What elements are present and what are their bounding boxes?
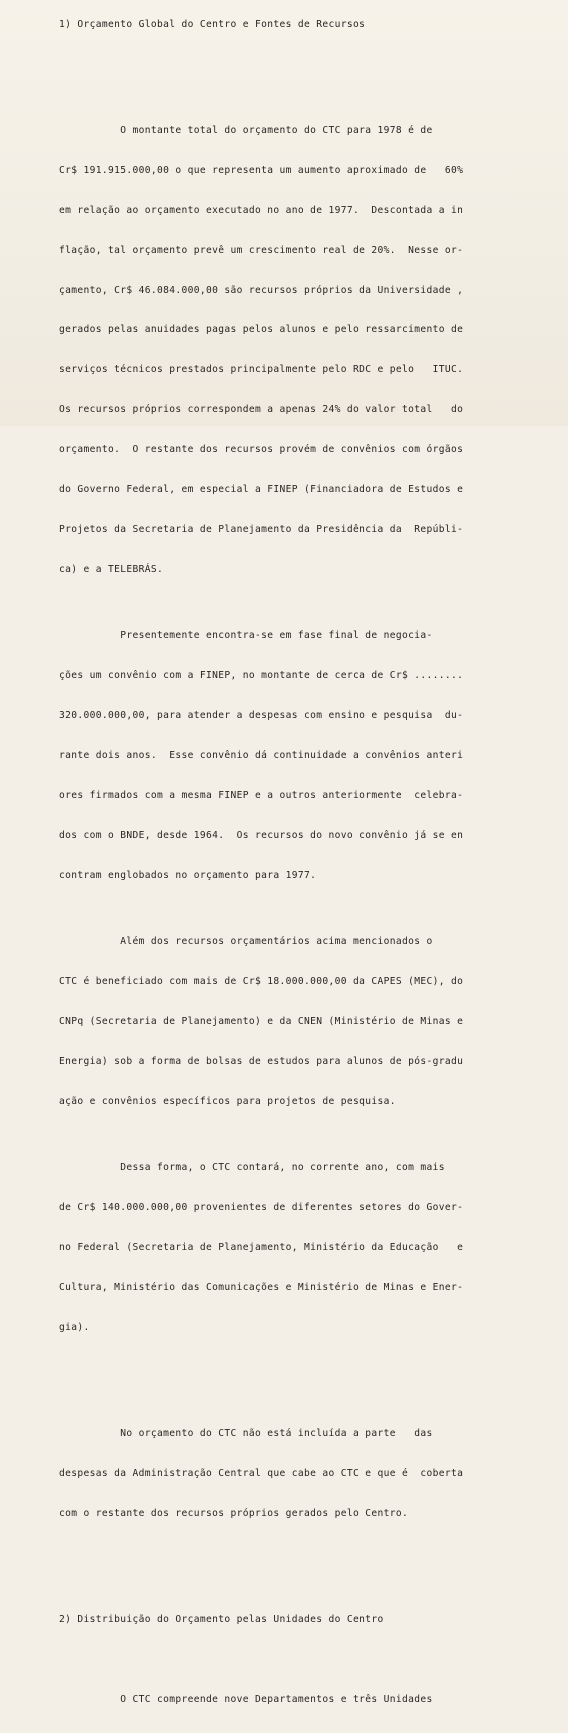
paragraph-line: flação, tal orçamento prevê um crescimento real de 20%. Nesse or- (59, 244, 464, 256)
paragraph-line: gia). (59, 1321, 90, 1333)
paragraph-line: com o restante dos recursos próprios gerados pelo Centro. (59, 1507, 409, 1519)
paragraph-line: ores firmados com a mesma FINEP e a outros anteriormente celebra- (59, 789, 464, 801)
paragraph-line: Cr$ 191.915.000,00 o que representa um aumento aproximado de 60% (59, 164, 464, 176)
blank-line (59, 1547, 529, 1560)
paragraph-line: Dessa forma, o CTC contará, no corrente ano, com mais (59, 1162, 445, 1174)
paragraph-line: contram englobados no orçamento para 1977. (59, 869, 317, 881)
paragraph-line: CTC é beneficiado com mais de Cr$ 18.000.000,00 da CAPES (MEC), do (59, 975, 464, 987)
paragraph-line: de Cr$ 140.000.000,00 provenientes de diferentes setores do Gover- (59, 1202, 464, 1214)
paragraph-line: ções um convênio com a FINEP, no montante de cerca de Cr$ ........ (59, 670, 464, 682)
paragraph-line: dos com o BNDE, desde 1964. Os recursos do novo convênio já se en (59, 829, 464, 841)
paragraph-line: O montante total do orçamento do CTC para 1978 é de (59, 124, 433, 136)
paragraph-line: Além dos recursos orçamentários acima mencionados o (59, 936, 433, 948)
section-2-heading: 2) Distribuição do Orçamento pelas Unidades do Centro (59, 1614, 384, 1626)
paragraph-line: em relação ao orçamento executado no ano de 1977. Descontada a in (59, 204, 464, 216)
paragraph-line: Cultura, Ministério das Comunicações e Ministério de Minas e Ener- (59, 1281, 464, 1293)
section-1-heading: 1) Orçamento Global do Centro e Fontes de Recursos (59, 18, 366, 30)
blank-line (59, 1653, 529, 1666)
paragraph-line: CNPq (Secretaria de Planejamento) e da CNEN (Ministério de Minas e (59, 1015, 464, 1027)
paragraph-line: do Governo Federal, em especial a FINEP (Financiadora de Estudos e (59, 483, 464, 495)
paragraph-line: orçamento. O restante dos recursos provém de convênios com órgãos (59, 444, 464, 456)
paragraph-line: serviços técnicos prestados principalmente pelo RDC e pelo ITUC. (59, 364, 464, 376)
paragraph-line: Os recursos próprios correspondem a apenas 24% do valor total do (59, 404, 464, 416)
blank-line (59, 57, 529, 70)
paragraph-line: Presentemente encontra-se em fase final de negocia- (59, 630, 433, 642)
blank-line (59, 1361, 529, 1374)
paragraph-line: Energia) sob a forma de bolsas de estudos para alunos de pós-gradu (59, 1055, 464, 1067)
paragraph-line: No orçamento do CTC não está incluída a parte das (59, 1428, 433, 1440)
paragraph-line: gerados pelas anuidades pagas pelos alunos e pelo ressarcimento de (59, 324, 464, 336)
paragraph-line: ca) e a TELEBRÁS. (59, 563, 164, 575)
paragraph-line: despesas da Administração Central que cabe ao CTC e que é coberta (59, 1467, 464, 1479)
paragraph-line: çamento, Cr$ 46.084.000,00 são recursos próprios da Universidade , (59, 284, 464, 296)
paragraph-line: no Federal (Secretaria de Planejamento, Ministério da Educação e (59, 1241, 464, 1253)
paragraph-line: ação e convênios específicos para projetos de pesquisa. (59, 1095, 396, 1107)
paragraph-line: rante dois anos. Esse convênio dá continuidade a convênios anteri (59, 749, 464, 761)
typed-document (59, 0, 529, 1733)
paragraph-line: O CTC compreende nove Departamentos e três Unidades (59, 1694, 433, 1705)
paragraph-line: Projetos da Secretaria de Planejamento da Presidência da Repúbli- (59, 523, 464, 535)
paragraph-line: 320.000.000,00, para atender a despesas com ensino e pesquisa du- (59, 710, 464, 722)
